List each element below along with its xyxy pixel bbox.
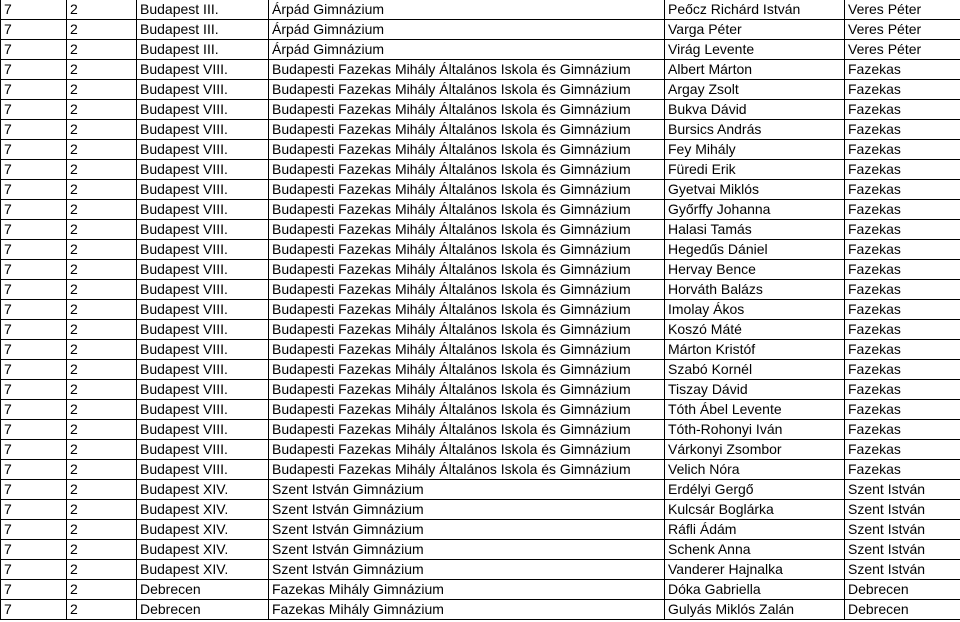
grade-cell: 7 bbox=[1, 140, 67, 160]
category-cell: 2 bbox=[67, 500, 137, 520]
table-row bbox=[1, 20, 960, 40]
school-cell: Budapesti Fazekas Mihály Általános Iskola és Gimnázium bbox=[269, 120, 665, 140]
student-name-cell: Bukva Dávid bbox=[665, 100, 845, 120]
table-row bbox=[1, 420, 960, 440]
city-cell: Budapest VIII. bbox=[137, 120, 269, 140]
grade-cell: 7 bbox=[1, 340, 67, 360]
school-cell: Szent István Gimnázium bbox=[269, 480, 665, 500]
school-short-cell: Fazekas bbox=[845, 200, 960, 220]
school-cell: Budapesti Fazekas Mihály Általános Iskola és Gimnázium bbox=[269, 380, 665, 400]
school-short-cell: Fazekas bbox=[845, 460, 960, 480]
grade-cell: 7 bbox=[1, 40, 67, 60]
student-name-cell: Tóth Ábel Levente bbox=[665, 400, 845, 420]
category-cell: 2 bbox=[67, 340, 137, 360]
category-cell: 2 bbox=[67, 300, 137, 320]
grade-cell: 7 bbox=[1, 600, 67, 620]
school-short-cell: Fazekas bbox=[845, 340, 960, 360]
table-row bbox=[1, 340, 960, 360]
school-cell: Budapesti Fazekas Mihály Általános Iskola és Gimnázium bbox=[269, 320, 665, 340]
grade-cell: 7 bbox=[1, 320, 67, 340]
city-cell: Budapest VIII. bbox=[137, 60, 269, 80]
category-cell: 2 bbox=[67, 580, 137, 600]
grade-cell: 7 bbox=[1, 120, 67, 140]
city-cell: Budapest XIV. bbox=[137, 520, 269, 540]
school-short-cell: Szent István bbox=[845, 520, 960, 540]
city-cell: Budapest VIII. bbox=[137, 380, 269, 400]
grade-cell: 7 bbox=[1, 520, 67, 540]
school-cell: Budapesti Fazekas Mihály Általános Iskola és Gimnázium bbox=[269, 160, 665, 180]
table-row bbox=[1, 180, 960, 200]
category-cell: 2 bbox=[67, 20, 137, 40]
school-short-cell: Szent István bbox=[845, 480, 960, 500]
school-cell: Budapesti Fazekas Mihály Általános Iskola és Gimnázium bbox=[269, 240, 665, 260]
table-row bbox=[1, 200, 960, 220]
grade-cell: 7 bbox=[1, 460, 67, 480]
school-short-cell: Fazekas bbox=[845, 380, 960, 400]
grade-cell: 7 bbox=[1, 160, 67, 180]
city-cell: Budapest VIII. bbox=[137, 260, 269, 280]
grade-cell: 7 bbox=[1, 240, 67, 260]
school-cell: Árpád Gimnázium bbox=[269, 20, 665, 40]
school-cell: Fazekas Mihály Gimnázium bbox=[269, 580, 665, 600]
school-cell: Szent István Gimnázium bbox=[269, 560, 665, 580]
city-cell: Budapest VIII. bbox=[137, 160, 269, 180]
category-cell: 2 bbox=[67, 120, 137, 140]
grade-cell: 7 bbox=[1, 60, 67, 80]
city-cell: Budapest VIII. bbox=[137, 400, 269, 420]
school-short-cell: Fazekas bbox=[845, 420, 960, 440]
city-cell: Budapest VIII. bbox=[137, 460, 269, 480]
school-short-cell: Fazekas bbox=[845, 440, 960, 460]
category-cell: 2 bbox=[67, 140, 137, 160]
student-name-cell: Erdélyi Gergő bbox=[665, 480, 845, 500]
student-name-cell: Ráfli Ádám bbox=[665, 520, 845, 540]
school-cell: Budapesti Fazekas Mihály Általános Iskola és Gimnázium bbox=[269, 140, 665, 160]
city-cell: Budapest VIII. bbox=[137, 100, 269, 120]
table-row bbox=[1, 360, 960, 380]
school-cell: Budapesti Fazekas Mihály Általános Iskola és Gimnázium bbox=[269, 420, 665, 440]
student-name-cell: Bursics András bbox=[665, 120, 845, 140]
table-row bbox=[1, 240, 960, 260]
city-cell: Budapest VIII. bbox=[137, 280, 269, 300]
table-row bbox=[1, 560, 960, 580]
city-cell: Budapest VIII. bbox=[137, 140, 269, 160]
school-cell: Budapesti Fazekas Mihály Általános Iskola és Gimnázium bbox=[269, 440, 665, 460]
student-name-cell: Virág Levente bbox=[665, 40, 845, 60]
student-name-cell: Hervay Bence bbox=[665, 260, 845, 280]
category-cell: 2 bbox=[67, 180, 137, 200]
city-cell: Budapest III. bbox=[137, 20, 269, 40]
student-name-cell: Argay Zsolt bbox=[665, 80, 845, 100]
school-cell: Budapesti Fazekas Mihály Általános Iskola és Gimnázium bbox=[269, 260, 665, 280]
city-cell: Budapest XIV. bbox=[137, 480, 269, 500]
school-short-cell: Fazekas bbox=[845, 240, 960, 260]
school-cell: Budapesti Fazekas Mihály Általános Iskola és Gimnázium bbox=[269, 460, 665, 480]
school-short-cell: Fazekas bbox=[845, 260, 960, 280]
grade-cell: 7 bbox=[1, 400, 67, 420]
grade-cell: 7 bbox=[1, 260, 67, 280]
city-cell: Budapest VIII. bbox=[137, 80, 269, 100]
table-row bbox=[1, 280, 960, 300]
category-cell: 2 bbox=[67, 600, 137, 620]
table-row bbox=[1, 260, 960, 280]
student-name-cell: Koszó Máté bbox=[665, 320, 845, 340]
table-row bbox=[1, 100, 960, 120]
category-cell: 2 bbox=[67, 360, 137, 380]
table-row bbox=[1, 60, 960, 80]
city-cell: Budapest VIII. bbox=[137, 180, 269, 200]
table-row bbox=[1, 380, 960, 400]
grade-cell: 7 bbox=[1, 20, 67, 40]
school-short-cell: Fazekas bbox=[845, 400, 960, 420]
table-row bbox=[1, 580, 960, 600]
grade-cell: 7 bbox=[1, 80, 67, 100]
grade-cell: 7 bbox=[1, 500, 67, 520]
category-cell: 2 bbox=[67, 260, 137, 280]
table-row bbox=[1, 440, 960, 460]
table-row bbox=[1, 120, 960, 140]
table-row bbox=[1, 0, 960, 20]
school-cell: Budapesti Fazekas Mihály Általános Iskola és Gimnázium bbox=[269, 80, 665, 100]
school-cell: Budapesti Fazekas Mihály Általános Iskola és Gimnázium bbox=[269, 100, 665, 120]
school-cell: Szent István Gimnázium bbox=[269, 520, 665, 540]
student-name-cell: Imolay Ákos bbox=[665, 300, 845, 320]
school-cell: Budapesti Fazekas Mihály Általános Iskola és Gimnázium bbox=[269, 180, 665, 200]
school-short-cell: Szent István bbox=[845, 500, 960, 520]
school-short-cell: Fazekas bbox=[845, 360, 960, 380]
student-name-cell: Fey Mihály bbox=[665, 140, 845, 160]
student-name-cell: Márton Kristóf bbox=[665, 340, 845, 360]
city-cell: Budapest III. bbox=[137, 40, 269, 60]
school-cell: Árpád Gimnázium bbox=[269, 40, 665, 60]
category-cell: 2 bbox=[67, 40, 137, 60]
category-cell: 2 bbox=[67, 60, 137, 80]
student-name-cell: Füredi Erik bbox=[665, 160, 845, 180]
school-short-cell: Fazekas bbox=[845, 180, 960, 200]
city-cell: Debrecen bbox=[137, 600, 269, 620]
student-name-cell: Albert Márton bbox=[665, 60, 845, 80]
category-cell: 2 bbox=[67, 440, 137, 460]
grade-cell: 7 bbox=[1, 220, 67, 240]
school-cell: Budapesti Fazekas Mihály Általános Iskola és Gimnázium bbox=[269, 280, 665, 300]
grade-cell: 7 bbox=[1, 100, 67, 120]
student-name-cell: Gyetvai Miklós bbox=[665, 180, 845, 200]
city-cell: Budapest III. bbox=[137, 0, 269, 20]
table-row bbox=[1, 80, 960, 100]
grade-cell: 7 bbox=[1, 200, 67, 220]
student-name-cell: Halasi Tamás bbox=[665, 220, 845, 240]
category-cell: 2 bbox=[67, 380, 137, 400]
table-row bbox=[1, 220, 960, 240]
table-row bbox=[1, 600, 960, 620]
category-cell: 2 bbox=[67, 160, 137, 180]
category-cell: 2 bbox=[67, 100, 137, 120]
school-short-cell: Szent István bbox=[845, 560, 960, 580]
table-row bbox=[1, 160, 960, 180]
city-cell: Budapest VIII. bbox=[137, 340, 269, 360]
student-name-cell: Varga Péter bbox=[665, 20, 845, 40]
school-short-cell: Fazekas bbox=[845, 320, 960, 340]
student-name-cell: Horváth Balázs bbox=[665, 280, 845, 300]
grade-cell: 7 bbox=[1, 440, 67, 460]
table-row bbox=[1, 500, 960, 520]
school-short-cell: Veres Péter bbox=[845, 40, 960, 60]
category-cell: 2 bbox=[67, 420, 137, 440]
category-cell: 2 bbox=[67, 560, 137, 580]
category-cell: 2 bbox=[67, 320, 137, 340]
city-cell: Budapest XIV. bbox=[137, 560, 269, 580]
school-short-cell: Veres Péter bbox=[845, 20, 960, 40]
school-short-cell: Fazekas bbox=[845, 160, 960, 180]
category-cell: 2 bbox=[67, 80, 137, 100]
table-row bbox=[1, 540, 960, 560]
table-row bbox=[1, 460, 960, 480]
table-row bbox=[1, 520, 960, 540]
city-cell: Budapest VIII. bbox=[137, 440, 269, 460]
city-cell: Budapest VIII. bbox=[137, 300, 269, 320]
category-cell: 2 bbox=[67, 480, 137, 500]
city-cell: Budapest XIV. bbox=[137, 500, 269, 520]
student-name-cell: Győrffy Johanna bbox=[665, 200, 845, 220]
grade-cell: 7 bbox=[1, 480, 67, 500]
student-name-cell: Hegedűs Dániel bbox=[665, 240, 845, 260]
grade-cell: 7 bbox=[1, 0, 67, 20]
school-cell: Budapesti Fazekas Mihály Általános Iskola és Gimnázium bbox=[269, 360, 665, 380]
city-cell: Budapest VIII. bbox=[137, 320, 269, 340]
category-cell: 2 bbox=[67, 0, 137, 20]
city-cell: Budapest VIII. bbox=[137, 220, 269, 240]
grade-cell: 7 bbox=[1, 360, 67, 380]
school-cell: Budapesti Fazekas Mihály Általános Iskola és Gimnázium bbox=[269, 400, 665, 420]
school-short-cell: Szent István bbox=[845, 540, 960, 560]
student-name-cell: Dóka Gabriella bbox=[665, 580, 845, 600]
grade-cell: 7 bbox=[1, 580, 67, 600]
school-short-cell: Debrecen bbox=[845, 600, 960, 620]
grade-cell: 7 bbox=[1, 560, 67, 580]
category-cell: 2 bbox=[67, 200, 137, 220]
school-short-cell: Fazekas bbox=[845, 80, 960, 100]
category-cell: 2 bbox=[67, 520, 137, 540]
school-cell: Budapesti Fazekas Mihály Általános Iskola és Gimnázium bbox=[269, 300, 665, 320]
student-name-cell: Várkonyi Zsombor bbox=[665, 440, 845, 460]
category-cell: 2 bbox=[67, 280, 137, 300]
table-row bbox=[1, 140, 960, 160]
school-short-cell: Fazekas bbox=[845, 220, 960, 240]
city-cell: Budapest XIV. bbox=[137, 540, 269, 560]
grade-cell: 7 bbox=[1, 280, 67, 300]
student-name-cell: Tiszay Dávid bbox=[665, 380, 845, 400]
school-short-cell: Fazekas bbox=[845, 60, 960, 80]
school-cell: Árpád Gimnázium bbox=[269, 0, 665, 20]
student-name-cell: Kulcsár Boglárka bbox=[665, 500, 845, 520]
school-short-cell: Fazekas bbox=[845, 100, 960, 120]
student-name-cell: Vanderer Hajnalka bbox=[665, 560, 845, 580]
table-row bbox=[1, 320, 960, 340]
category-cell: 2 bbox=[67, 540, 137, 560]
table-row bbox=[1, 40, 960, 60]
school-cell: Szent István Gimnázium bbox=[269, 500, 665, 520]
student-name-cell: Peőcz Richárd István bbox=[665, 0, 845, 20]
student-name-cell: Szabó Kornél bbox=[665, 360, 845, 380]
grade-cell: 7 bbox=[1, 180, 67, 200]
city-cell: Debrecen bbox=[137, 580, 269, 600]
school-short-cell: Veres Péter bbox=[845, 0, 960, 20]
student-name-cell: Velich Nóra bbox=[665, 460, 845, 480]
school-cell: Budapesti Fazekas Mihály Általános Iskola és Gimnázium bbox=[269, 220, 665, 240]
grade-cell: 7 bbox=[1, 300, 67, 320]
table-row bbox=[1, 300, 960, 320]
school-short-cell: Debrecen bbox=[845, 580, 960, 600]
category-cell: 2 bbox=[67, 400, 137, 420]
city-cell: Budapest VIII. bbox=[137, 360, 269, 380]
school-cell: Budapesti Fazekas Mihály Általános Iskola és Gimnázium bbox=[269, 340, 665, 360]
table-row bbox=[1, 400, 960, 420]
school-short-cell: Fazekas bbox=[845, 140, 960, 160]
school-short-cell: Fazekas bbox=[845, 120, 960, 140]
category-cell: 2 bbox=[67, 220, 137, 240]
school-cell: Szent István Gimnázium bbox=[269, 540, 665, 560]
category-cell: 2 bbox=[67, 240, 137, 260]
school-short-cell: Fazekas bbox=[845, 300, 960, 320]
city-cell: Budapest VIII. bbox=[137, 420, 269, 440]
student-name-cell: Schenk Anna bbox=[665, 540, 845, 560]
school-cell: Budapesti Fazekas Mihály Általános Iskola és Gimnázium bbox=[269, 60, 665, 80]
school-cell: Budapesti Fazekas Mihály Általános Iskola és Gimnázium bbox=[269, 200, 665, 220]
school-cell: Fazekas Mihály Gimnázium bbox=[269, 600, 665, 620]
city-cell: Budapest VIII. bbox=[137, 200, 269, 220]
results-table-body bbox=[1, 0, 960, 620]
category-cell: 2 bbox=[67, 460, 137, 480]
student-name-cell: Tóth-Rohonyi Iván bbox=[665, 420, 845, 440]
grade-cell: 7 bbox=[1, 540, 67, 560]
grade-cell: 7 bbox=[1, 420, 67, 440]
city-cell: Budapest VIII. bbox=[137, 240, 269, 260]
table-row bbox=[1, 480, 960, 500]
grade-cell: 7 bbox=[1, 380, 67, 400]
student-name-cell: Gulyás Miklós Zalán bbox=[665, 600, 845, 620]
school-short-cell: Fazekas bbox=[845, 280, 960, 300]
